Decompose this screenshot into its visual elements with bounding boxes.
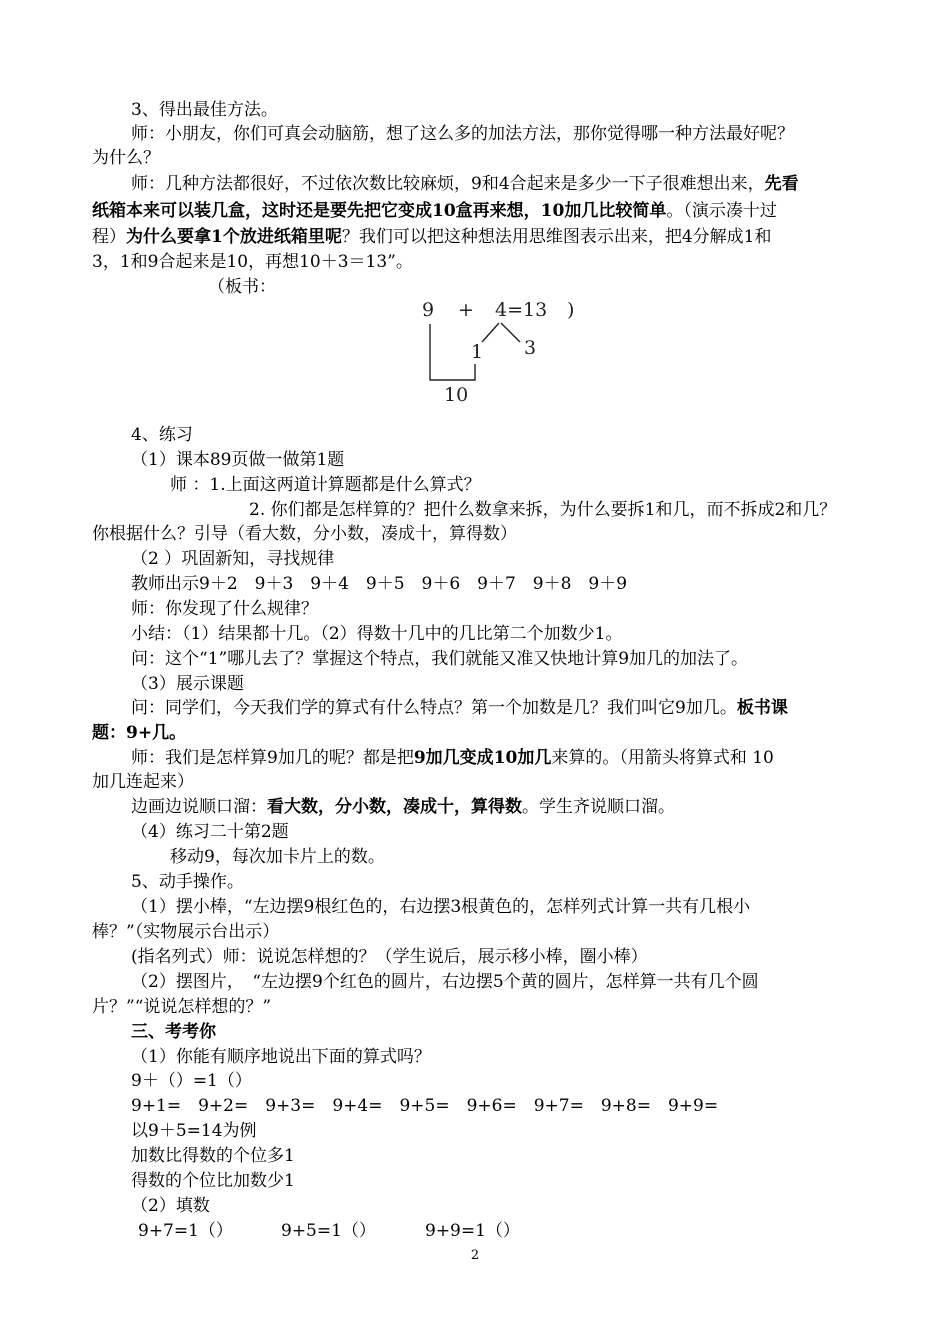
step-5-heading: 5、动手操作。 [131, 872, 244, 892]
text-line: （1）你能有顺序地说出下面的算式吗？ [131, 1047, 431, 1067]
fill-item: 9+5=1（） [281, 1221, 376, 1241]
text-line: 教师出示9＋2 9＋3 9＋4 9＋5 9＋6 9＋7 9＋8 9＋9 [131, 574, 628, 594]
board-label: （板书： [208, 277, 276, 297]
text-line: 题：9+几。 [92, 723, 187, 743]
text-line: 棒？”（实物展示台出示） [92, 922, 280, 942]
text-line: 加数比得数的个位多1 [131, 1146, 295, 1166]
text-line: （1）课本89页做一做第1题 [131, 450, 345, 470]
section-heading: 三、考考你 [131, 1022, 216, 1042]
bold-run: 板书课 [736, 698, 788, 718]
text-line: 师：你发现了什么规律？ [131, 599, 318, 619]
text-line [131, 696, 788, 720]
text-line: 片？”“说说怎样想的？” [92, 997, 272, 1017]
text-line: 师：小朋友，你们可真会动脑筋，想了这么多的加法方法，那你觉得哪一种方法最好呢？ [131, 124, 794, 144]
text-line: 9+1= 9+2= 9+3= 9+4= 9+5= 9+6= 9+7= 9+8= 9+9= [131, 1096, 719, 1116]
text-line: 师 ：1.上面这两道计算题都是什么算式？ [170, 475, 481, 495]
step-3-heading: 3、得出最佳方法。 [131, 100, 278, 120]
diagram-three: 3 [524, 337, 537, 359]
bracket-line [430, 324, 475, 380]
text-line: （2）摆图片， “左边摆9个红色的圆片，右边摆5个黄的圆片，怎样算一共有几个圆 [131, 972, 759, 992]
text-run: 。（演示凑十过 [666, 201, 777, 221]
text-line: （2）填数 [131, 1196, 210, 1216]
bold-run: 看大数，分小数，凑成十，算得数 [267, 797, 522, 817]
diagram-four-eq: 4=13 [495, 299, 548, 321]
text-line: 为什么？ [92, 148, 160, 168]
text-run: 师：几种方法都很好，不过依次数比较麻烦，9和4合起来是多少一下子很难想出来， [131, 174, 765, 194]
text-line: （2 ）巩固新知，寻找规律 [131, 549, 335, 569]
diagram-one: 1 [471, 341, 484, 363]
text-line: 3，1和9合起来是10，再想10＋3＝13”。 [92, 252, 413, 272]
text-line: 小结：（1）结果都十几。（2）得数十几中的几比第二个加数少1。 [131, 624, 623, 644]
text-line: （4）练习二十第2题 [131, 822, 289, 842]
text-line [131, 172, 799, 196]
diagram-ten: 10 [444, 384, 469, 406]
text-line [131, 795, 675, 819]
bold-run: 先看 [764, 174, 799, 194]
bold-run: 9加几变成10加几 [413, 748, 552, 768]
diagram-paren: ) [567, 299, 575, 321]
text-line: 问：这个“1”哪儿去了？掌握这个特点，我们就能又准又快地计算9加几的加法了。 [131, 649, 749, 669]
text-line: （1）摆小棒，“左边摆9根红色的，右边摆3根黄色的，怎样列式计算一共有几根小 [131, 897, 751, 917]
text-run: ？我们可以把这种想法用思维图表示出来，把4分解成1和 [341, 227, 772, 247]
page-number: 2 [470, 1248, 480, 1263]
text-line: 得数的个位比加数少1 [131, 1171, 295, 1191]
text-run: 程） [92, 227, 126, 247]
bold-run: 纸箱本来可以装几盒，这时还是要先把它变成10盒再来想，10加几比较简单 [92, 201, 667, 221]
text-line: （3）展示课题 [131, 674, 244, 694]
decomposition-diagram [410, 290, 600, 410]
text-run: 问：同学们，今天我们学的算式有什么特点？第一个加数是几？我们叫它9加几。 [131, 698, 737, 718]
text-line: 加几连起来） [92, 772, 194, 792]
diagram-nine: 9 [422, 299, 435, 321]
text-line [92, 225, 771, 249]
text-run: 来算的。（用箭头将算式和 10 [551, 748, 774, 768]
fill-item: 9+9=1（） [425, 1221, 520, 1241]
split-line-left [482, 323, 499, 342]
text-line: 你根据什么？引导（看大数，分小数，凑成十，算得数） [92, 524, 517, 544]
text-line: 2. 你们都是怎样算的？把什么数拿来拆，为什么要拆1和几，而不拆成2和几？ [249, 500, 837, 520]
text-line: 9＋（）=1（） [131, 1071, 252, 1091]
text-run: 师：我们是怎样算9加几的呢？都是把 [131, 748, 414, 768]
text-line [92, 199, 777, 223]
text-run: 边画边说顺口溜： [131, 797, 267, 817]
diagram-plus: + [458, 299, 474, 321]
text-line [131, 746, 774, 770]
bold-run: 为什么要拿1个放进纸箱里呢 [126, 227, 342, 247]
split-line-right [501, 323, 520, 342]
text-line: 以9＋5=14为例 [131, 1121, 257, 1141]
text-line: 移动9，每次加卡片上的数。 [170, 847, 385, 867]
fill-item: 9+7=1（） [138, 1221, 233, 1241]
text-line: (指名列式）师：说说怎样想的？（学生说后，展示移小棒，圈小棒） [131, 947, 648, 967]
step-4-heading: 4、练习 [131, 425, 193, 445]
text-run: 。学生齐说顺口溜。 [522, 797, 675, 817]
